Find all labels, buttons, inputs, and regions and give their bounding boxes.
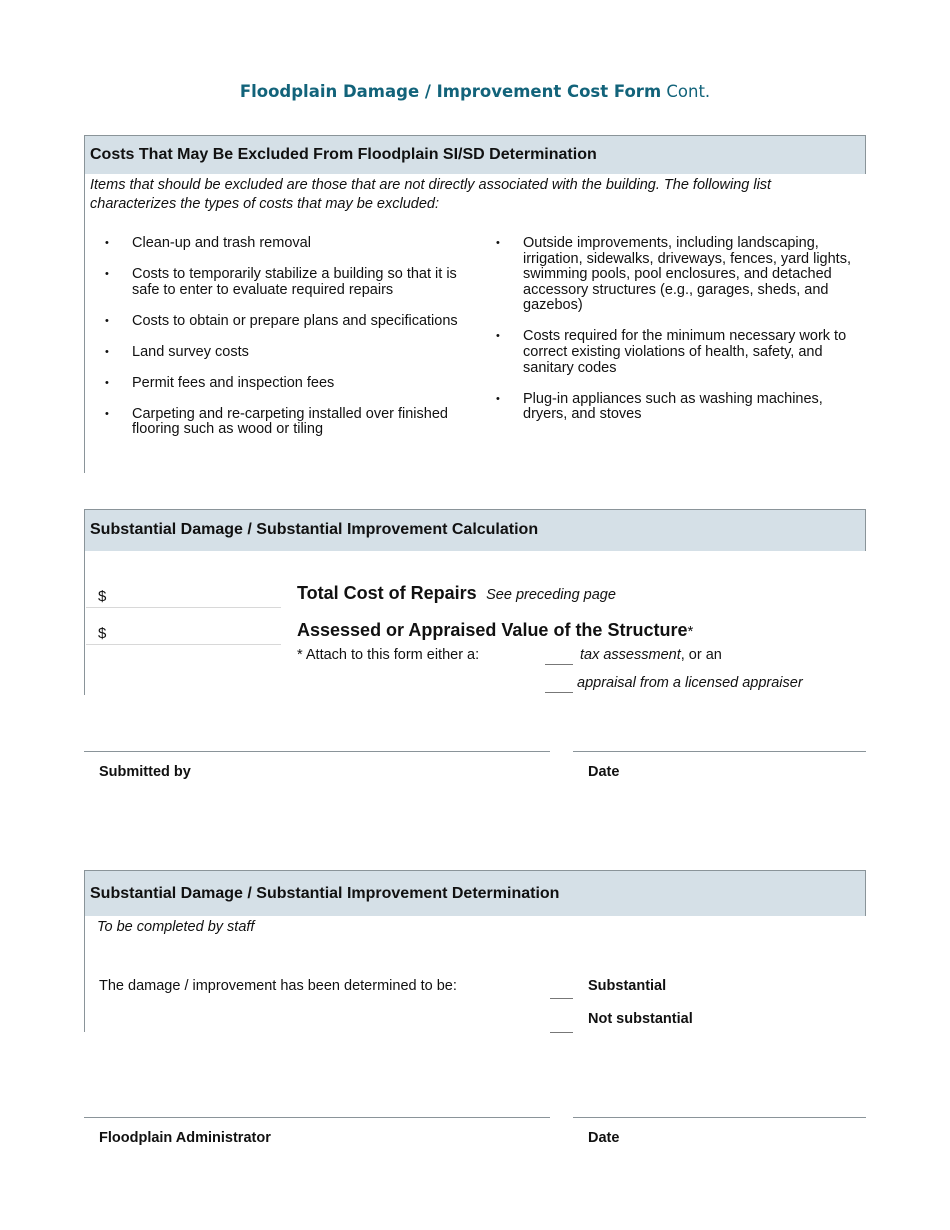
option-not-substantial: Not substantial — [588, 1011, 693, 1027]
bullet-icon: • — [105, 376, 109, 389]
assessed-value-label: Assessed or Appraised Value of the Structure — [297, 620, 688, 640]
list-item: • Costs required for the minimum necessary work to correct existing violations of health, safety, and sanitary codes — [496, 328, 847, 376]
total-cost-field[interactable] — [86, 571, 281, 608]
total-cost-note: See preceding page — [486, 587, 616, 603]
excluded-section-header — [84, 135, 866, 174]
tax-assessment-checkbox[interactable] — [545, 663, 573, 665]
bullet-icon: • — [105, 407, 109, 420]
calculation-section-border — [84, 509, 85, 695]
list-item: • Costs to temporarily stabilize a building so that it is safe to enter to evaluate required repairs — [105, 265, 457, 298]
list-item: • Plug-in appliances such as washing machines, dryers, and stoves — [496, 390, 823, 423]
option-tax-assessment — [580, 647, 722, 663]
assessed-label-row — [297, 620, 693, 641]
page-title — [0, 82, 950, 101]
bullet-icon: • — [105, 314, 109, 327]
option-tax-assessment-text: tax assessment — [580, 647, 681, 663]
attach-text: * Attach to this form either a: — [297, 647, 480, 663]
excluded-section-border — [84, 135, 85, 473]
excluded-left-list — [105, 235, 477, 453]
administrator-line[interactable] — [84, 1117, 550, 1118]
currency-symbol: $ — [98, 588, 107, 605]
determination-statement: The damage / improvement has been determined to be: — [99, 978, 457, 994]
currency-symbol: $ — [98, 625, 107, 642]
total-cost-label: Total Cost of Repairs — [297, 583, 477, 603]
calculation-section-header — [84, 509, 866, 551]
bullet-icon: • — [105, 237, 109, 249]
option-appraisal: appraisal from a licensed appraiser — [577, 675, 803, 691]
list-item: • Clean-up and trash removal — [105, 235, 311, 251]
calculation-header-text: Substantial Damage / Substantial Improvement Calculation — [90, 521, 539, 538]
substantial-checkbox[interactable] — [550, 997, 573, 999]
excluded-intro: Items that should be excluded are those that are not directly associated with the building. The following list characterizes the types of costs that may be excluded: — [90, 177, 772, 212]
title-main: Floodplain Damage / Improvement Cost Form — [239, 82, 662, 101]
bullet-icon: • — [105, 267, 109, 280]
determination-header-text: Substantial Damage / Substantial Improvement Determination — [90, 885, 560, 902]
submitted-date-line[interactable] — [573, 751, 866, 752]
assessed-asterisk: * — [687, 623, 694, 640]
bullet-icon: • — [105, 345, 109, 358]
submitted-date-label: Date — [588, 764, 620, 780]
administrator-label: Floodplain Administrator — [99, 1130, 271, 1146]
option-substantial: Substantial — [588, 978, 667, 994]
submitted-by-line[interactable] — [84, 751, 550, 752]
submitted-by-label: Submitted by — [99, 764, 191, 780]
list-item: • Carpeting and re-carpeting installed over finished flooring such as wood or tiling — [105, 405, 448, 438]
title-suffix: Cont. — [666, 82, 711, 101]
determination-section-header — [84, 870, 866, 916]
not-substantial-checkbox[interactable] — [550, 1031, 573, 1033]
bullet-icon: • — [496, 237, 500, 249]
bullet-icon: • — [496, 330, 500, 343]
list-item: • Costs to obtain or prepare plans and specifications — [105, 312, 458, 329]
determination-note: To be completed by staff — [97, 919, 255, 935]
administrator-date-line[interactable] — [573, 1117, 866, 1118]
list-item: • Permit fees and inspection fees — [105, 374, 335, 391]
assessed-value-field[interactable] — [86, 608, 281, 645]
list-item: • Outside improvements, including landscaping, irrigation, sidewalks, driveways, fences, yard lights, swimming pools, pool enclosures, and detached accessory structures (e.g., garages, sheds, and gazebos) — [496, 235, 851, 314]
excluded-right-list — [496, 235, 861, 438]
administrator-date-label: Date — [588, 1130, 620, 1146]
determination-section-border — [84, 870, 85, 1032]
excluded-header-text: Costs That May Be Excluded From Floodplain SI/SD Determination — [90, 146, 597, 163]
option-tax-assessment-rest: , or an — [680, 647, 722, 663]
total-cost-label-row — [297, 583, 616, 604]
appraisal-checkbox[interactable] — [545, 691, 573, 693]
bullet-icon: • — [496, 392, 500, 405]
list-item: • Land survey costs — [105, 343, 249, 360]
